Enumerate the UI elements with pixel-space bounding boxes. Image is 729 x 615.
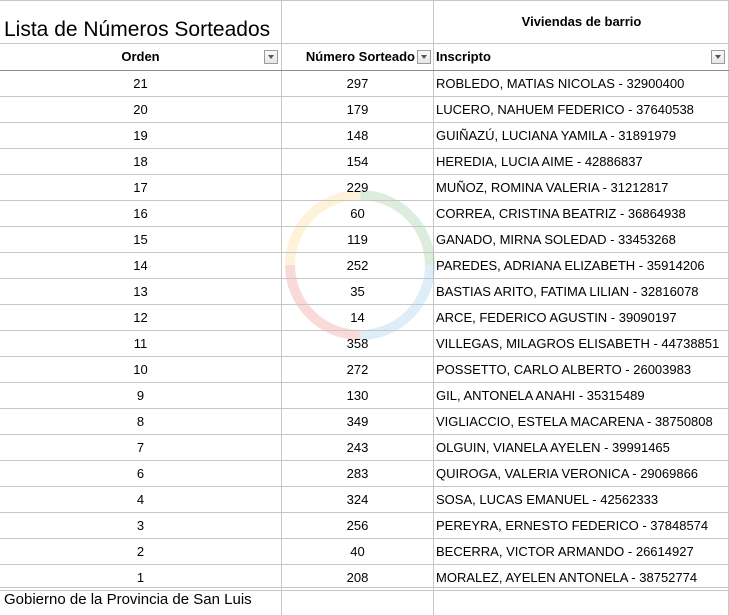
- cell-numero-sorteado[interactable]: 35: [350, 284, 365, 299]
- cell-inscripto[interactable]: PEREYRA, ERNESTO FEDERICO - 37848574: [436, 518, 709, 533]
- table-row: [0, 253, 729, 279]
- cell-numero-sorteado[interactable]: 272: [346, 362, 369, 377]
- cell-inscripto[interactable]: OLGUIN, VIANELA AYELEN - 39991465: [436, 440, 670, 455]
- cell-orden[interactable]: 3: [136, 518, 145, 533]
- table-row: [0, 175, 729, 201]
- filter-dropdown-icon[interactable]: [264, 50, 278, 64]
- cell-orden[interactable]: 20: [133, 102, 148, 117]
- cell-orden[interactable]: 15: [133, 232, 148, 247]
- cell-inscripto[interactable]: PAREDES, ADRIANA ELIZABETH - 35914206: [436, 258, 705, 273]
- grid-line: [0, 0, 729, 1]
- cell-inscripto[interactable]: QUIROGA, VALERIA VERONICA - 29069866: [436, 466, 699, 481]
- cell-inscripto[interactable]: ROBLEDO, MATIAS NICOLAS - 32900400: [436, 76, 685, 91]
- cell-numero-sorteado[interactable]: 297: [346, 76, 369, 91]
- cell-orden[interactable]: 8: [136, 414, 145, 429]
- cell-numero-sorteado[interactable]: 208: [346, 570, 369, 585]
- table-row: [0, 71, 729, 97]
- table-row: [0, 123, 729, 149]
- table-row: [0, 383, 729, 409]
- cell-inscripto[interactable]: HEREDIA, LUCIA AIME - 42886837: [436, 154, 643, 169]
- column-header-numero[interactable]: Número Sorteado: [305, 49, 415, 64]
- cell-inscripto[interactable]: GUIÑAZÚ, LUCIANA YAMILA - 31891979: [436, 128, 677, 143]
- cell-numero-sorteado[interactable]: 349: [346, 414, 369, 429]
- cell-numero-sorteado[interactable]: 256: [346, 518, 369, 533]
- cell-orden[interactable]: 16: [133, 206, 148, 221]
- column-header-orden[interactable]: Orden: [121, 49, 160, 64]
- cell-orden[interactable]: 11: [133, 336, 148, 351]
- cell-inscripto[interactable]: LUCERO, NAHUEM FEDERICO - 37640538: [436, 102, 694, 117]
- cell-orden[interactable]: 14: [133, 258, 148, 273]
- cell-inscripto[interactable]: BASTIAS ARITO, FATIMA LILIAN - 32816078: [436, 284, 699, 299]
- sheet-footer: Gobierno de la Provincia de San Luis: [4, 591, 252, 608]
- cell-orden[interactable]: 17: [133, 180, 148, 195]
- cell-orden[interactable]: 18: [133, 154, 148, 169]
- cell-orden[interactable]: 1: [136, 570, 145, 585]
- cell-inscripto[interactable]: VILLEGAS, MILAGROS ELISABETH - 44738851: [436, 336, 720, 351]
- cell-orden[interactable]: 19: [133, 128, 148, 143]
- cell-numero-sorteado[interactable]: 283: [346, 466, 369, 481]
- cell-numero-sorteado[interactable]: 148: [346, 128, 369, 143]
- table-row: [0, 357, 729, 383]
- cell-inscripto[interactable]: BECERRA, VICTOR ARMANDO - 26614927: [436, 544, 694, 559]
- grid-line: [0, 587, 729, 588]
- table-row: [0, 435, 729, 461]
- column-header-inscripto[interactable]: Inscripto: [436, 49, 491, 64]
- cell-numero-sorteado[interactable]: 243: [346, 440, 369, 455]
- filter-dropdown-icon[interactable]: [711, 50, 725, 64]
- cell-inscripto[interactable]: ARCE, FEDERICO AGUSTIN - 39090197: [436, 310, 677, 325]
- table-row: [0, 487, 729, 513]
- cell-orden[interactable]: 13: [133, 284, 148, 299]
- table-row: [0, 279, 729, 305]
- table-row: [0, 409, 729, 435]
- cell-inscripto[interactable]: SOSA, LUCAS EMANUEL - 42562333: [436, 492, 659, 507]
- cell-numero-sorteado[interactable]: 324: [346, 492, 369, 507]
- table-body: [0, 71, 729, 591]
- cell-orden[interactable]: 12: [133, 310, 148, 325]
- table-row: [0, 513, 729, 539]
- cell-numero-sorteado[interactable]: 40: [350, 544, 365, 559]
- table-row: [0, 331, 729, 357]
- sheet-subtitle: Viviendas de barrio: [521, 14, 642, 29]
- table-row: [0, 97, 729, 123]
- cell-numero-sorteado[interactable]: 154: [346, 154, 369, 169]
- cell-inscripto[interactable]: MUÑOZ, ROMINA VALERIA - 31212817: [436, 180, 669, 195]
- cell-orden[interactable]: 4: [136, 492, 145, 507]
- cell-inscripto[interactable]: CORREA, CRISTINA BEATRIZ - 36864938: [436, 206, 686, 221]
- cell-numero-sorteado[interactable]: 130: [346, 388, 369, 403]
- cell-inscripto[interactable]: VIGLIACCIO, ESTELA MACARENA - 38750808: [436, 414, 713, 429]
- sheet-title: Lista de Números Sorteados: [4, 18, 271, 41]
- table-row: [0, 149, 729, 175]
- cell-numero-sorteado[interactable]: 358: [346, 336, 369, 351]
- cell-orden[interactable]: 9: [136, 388, 145, 403]
- table-row: [0, 305, 729, 331]
- cell-inscripto[interactable]: POSSETTO, CARLO ALBERTO - 26003983: [436, 362, 692, 377]
- table-row: [0, 461, 729, 487]
- filter-dropdown-icon[interactable]: [417, 50, 431, 64]
- cell-numero-sorteado[interactable]: 60: [350, 206, 365, 221]
- cell-numero-sorteado[interactable]: 14: [350, 310, 365, 325]
- cell-inscripto[interactable]: GANADO, MIRNA SOLEDAD - 33453268: [436, 232, 676, 247]
- cell-numero-sorteado[interactable]: 229: [346, 180, 369, 195]
- table-row: [0, 201, 729, 227]
- cell-inscripto[interactable]: MORALEZ, AYELEN ANTONELA - 38752774: [436, 570, 698, 585]
- cell-orden[interactable]: 21: [133, 76, 148, 91]
- cell-orden[interactable]: 7: [136, 440, 145, 455]
- table-header: [0, 44, 729, 71]
- table-row: [0, 227, 729, 253]
- cell-numero-sorteado[interactable]: 252: [346, 258, 369, 273]
- cell-orden[interactable]: 10: [133, 362, 148, 377]
- table-row: [0, 539, 729, 565]
- cell-inscripto[interactable]: GIL, ANTONELA ANAHI - 35315489: [436, 388, 645, 403]
- cell-orden[interactable]: 2: [136, 544, 145, 559]
- cell-numero-sorteado[interactable]: 119: [347, 232, 368, 247]
- cell-orden[interactable]: 6: [136, 466, 145, 481]
- cell-numero-sorteado[interactable]: 179: [346, 102, 369, 117]
